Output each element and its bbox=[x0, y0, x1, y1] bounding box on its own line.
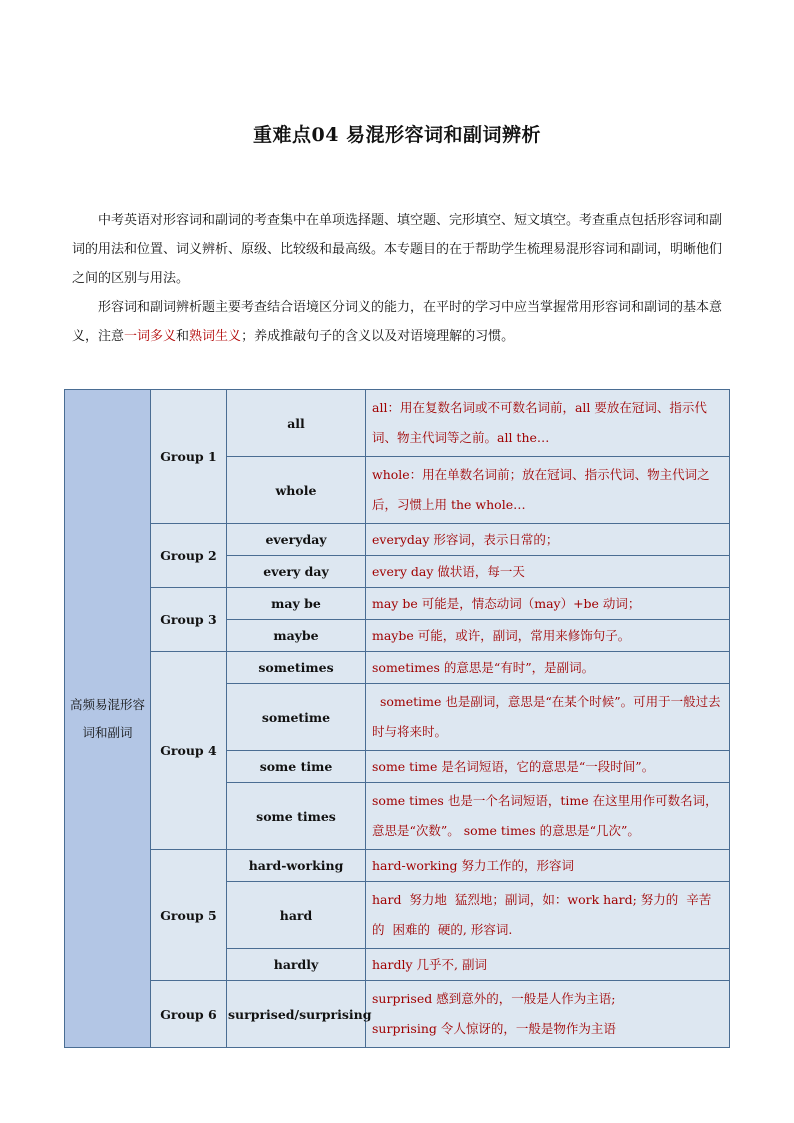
desc-cell: may be 可能是，情态动词（may）+be 动词； bbox=[366, 588, 730, 620]
intro-section bbox=[72, 206, 724, 351]
comparison-table bbox=[64, 389, 730, 1048]
highlight-polysemy: 一词多义 bbox=[124, 329, 177, 344]
word-cell: some times bbox=[227, 783, 366, 850]
group-label: Group 6 bbox=[151, 981, 227, 1048]
category-cell: 高频易混形容词和副词 bbox=[65, 390, 151, 1048]
word-cell: surprised/surprising bbox=[227, 981, 366, 1048]
desc-cell: everyday 形容词，表示日常的； bbox=[366, 524, 730, 556]
group-label: Group 3 bbox=[151, 588, 227, 652]
page-title: 重难点04 易混形容词和副词辨析 bbox=[252, 124, 542, 146]
intro-paragraph-1: 中考英语对形容词和副词的考查集中在单项选择题、填空题、完形填空、短文填空。考查重点包括形容词和副词的用法和位置、词义辨析、原级、比较级和最高级。本专题目的在于帮助学生梳理易混形容词和副词，明晰他们之间的区别与用法。 bbox=[72, 213, 723, 286]
word-cell: hardly bbox=[227, 949, 366, 981]
desc-cell: surprised 感到意外的，一般是人作为主语; surprising 令人惊讶的，一般是物作为主语 bbox=[366, 981, 730, 1048]
desc-cell: all：用在复数名词或不可数名词前，all 要放在冠词、指示代词、物主代词等之前。all the… bbox=[366, 390, 730, 457]
word-cell: everyday bbox=[227, 524, 366, 556]
intro-paragraph-2: 形容词和副词辨析题主要考查结合语境区分词义的能力，在平时的学习中应当掌握常用形容词和副词的基本意义，注意一词多义和熟词生义；养成推敲句子的含义以及对语境理解的习惯。 bbox=[72, 300, 723, 344]
word-cell: sometime bbox=[227, 684, 366, 751]
desc-cell: sometimes 的意思是“有时”，是副词。 bbox=[366, 652, 730, 684]
desc-cell: hard-working 努力工作的，形容词 bbox=[366, 850, 730, 882]
word-cell: hard bbox=[227, 882, 366, 949]
word-cell: some time bbox=[227, 751, 366, 783]
word-cell: maybe bbox=[227, 620, 366, 652]
desc-cell: hard 努力地 猛烈地；副词，如：work hard; 努力的 辛苦的 困难的 硬的, 形容词. bbox=[366, 882, 730, 949]
desc-cell: sometime 也是副词，意思是“在某个时候”。可用于一般过去时与将来时。 bbox=[366, 684, 730, 751]
desc-cell: hardly 几乎不, 副词 bbox=[366, 949, 730, 981]
word-cell: sometimes bbox=[227, 652, 366, 684]
word-cell: every day bbox=[227, 556, 366, 588]
group-label: Group 2 bbox=[151, 524, 227, 588]
desc-cell: every day 做状语，每一天 bbox=[366, 556, 730, 588]
desc-cell: maybe 可能，或许，副词，常用来修饰句子。 bbox=[366, 620, 730, 652]
desc-cell: whole：用在单数名词前；放在冠词、指示代词、物主代词之后，习惯上用 the whole… bbox=[366, 457, 730, 524]
word-cell: whole bbox=[227, 457, 366, 524]
word-cell: may be bbox=[227, 588, 366, 620]
group-label: Group 5 bbox=[151, 850, 227, 981]
desc-cell: some time 是名词短语，它的意思是“一段时间”。 bbox=[366, 751, 730, 783]
group-label: Group 4 bbox=[151, 652, 227, 850]
word-cell: hard-working bbox=[227, 850, 366, 882]
word-cell: all bbox=[227, 390, 366, 457]
highlight-new-meaning: 熟词生义 bbox=[189, 329, 242, 344]
desc-cell: some times 也是一个名词短语，time 在这里用作可数名词，意思是“次数”。 some times 的意思是“几次”。 bbox=[366, 783, 730, 850]
group-label: Group 1 bbox=[151, 390, 227, 524]
